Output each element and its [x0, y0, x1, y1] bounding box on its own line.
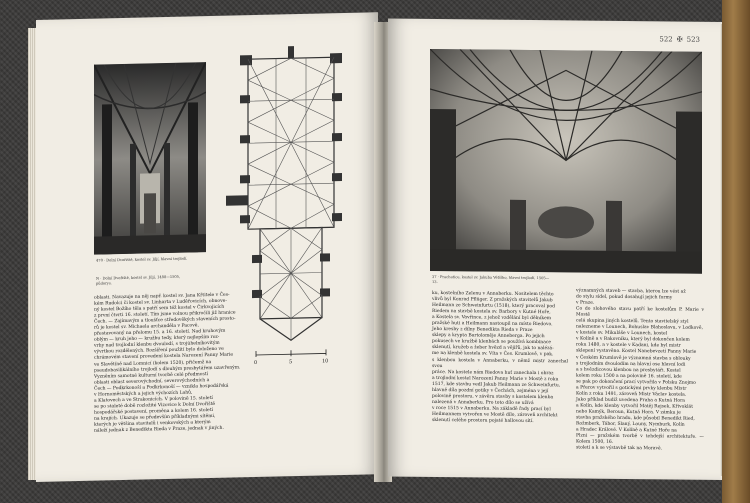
- church-vault-photo: [430, 49, 702, 274]
- text-line: pokusech ve kružbě klenbách se používá kombinace: [432, 339, 552, 346]
- text-line: sklepení vystavěno. Kostel Nanebevzetí Panny Marie: [576, 348, 697, 356]
- text-line: v kostele sv. Mikuláše v Lounech, kostel: [576, 330, 668, 337]
- text-line: Čech. — Zajímavým a tloušťce středověkých staveních prosto-: [94, 316, 236, 325]
- text-line: a s hvězdicovou klenbou na presbytáři. Kostel: [576, 367, 681, 374]
- scale-label: 10: [322, 358, 329, 365]
- text-line: a Klatovech a ve Strakonicích. V polovině 15. století: [94, 395, 213, 404]
- text-line: století a k se výstavbě tak na Moravě.: [576, 445, 663, 452]
- text-line: přestavovaný na přelomu 15. a 16. století. Nad kruhovým: [94, 328, 226, 337]
- page-header: [659, 35, 700, 43]
- text-line: a Kostela sv. Vavřince, z jehož vzdělání byl dělníkem: [432, 315, 552, 322]
- text-line: a Přerov vytvořil s gotickými prvky klenbu Mistr: [576, 385, 687, 392]
- text-line: Jeho kresby z dílny Benedikta Rieda v Praze: [432, 327, 533, 334]
- plan-caption: N · Dolní Dvořiště, kostel sv. Jiljí, 1488—1505, půdorys.: [96, 274, 181, 286]
- photo-caption-right: 37 · Prachatice, kostel sv. Jakuba Většího, hlavní trojlodí, 1505—13.: [432, 274, 550, 285]
- text-line: rů je kostel sv. Michaela archanděla v Pacově,: [94, 323, 199, 331]
- text-line: do stylu sídel, pokud dosahují jejich formy: [576, 294, 673, 301]
- text-line: hlavně díla pozdní gotiky v Čechách, zejména v její: [432, 387, 549, 394]
- text-line: na krajích. Ukazuje se především příkladnými sítěmi,: [94, 413, 216, 422]
- church-interior-photo-left: [94, 62, 206, 255]
- text-line: ve Slavětíně nad Lomnicí (kolem 1520), přičemž na: [94, 359, 212, 368]
- text-line: a Kolín, kde klenby vytvořil Matěj Rejsek, Křivoklát: [576, 403, 694, 410]
- body-text-right-col1: [432, 291, 568, 425]
- text-line: kterých je většina stavitelů i venkovských a kterým: [94, 420, 211, 428]
- text-line: a trojlodní kostel Narození Panny Marie v Mostě z roku: [432, 375, 559, 382]
- text-line: ku, kostelního Zelenu v Annaberku. Nositelem těchto: [432, 290, 554, 298]
- text-line: pseudobasilikálního trojlodí s dlouhým presbytářem uzavřeným.: [94, 364, 241, 374]
- text-line: sklenutí celého prostoru pojaté hallovou sítí.: [432, 417, 534, 425]
- text-line: celá skupina jiných kostelů. Tento stavitelský styl: [576, 318, 689, 325]
- text-line: polovině prostoru, v závěru stavby s kostelem klenba: [432, 393, 554, 401]
- text-line: pražské huti a Heilmann nastoupil na místo Riedovo.: [432, 321, 553, 328]
- text-line: roku 1480, a v kostele v Kadani, kde byl mistr: [576, 342, 681, 349]
- text-line: a Hradec Králové. V Kolíně a Kutné Hoře na: [576, 427, 677, 434]
- text-line: 1517, kde stavbu vedl Jakub Heilmann ze Schweinfurtu,: [432, 381, 561, 389]
- body-text-left: [94, 292, 252, 435]
- body-text-right-col2: [576, 288, 704, 453]
- text-line: sklenutí, kružeb a žeber hvězd a vějířů, jak to nalézá-: [432, 345, 554, 352]
- left-page: [36, 12, 378, 482]
- text-line: nebo Kamýk, Beroun, Kutná Hora. V zámku je: [576, 409, 681, 416]
- text-line: Jako příklad budiž uvedena Praha a Kutná Hora: [576, 397, 685, 404]
- text-line: Co do slohového stavu patří ke kostelům P. Marie v Mostě: [576, 306, 704, 318]
- text-line: v Praze.: [576, 300, 595, 306]
- text-line: me na klenbě kostela sv. Víta v Čes. Krumlově, v pak.: [432, 351, 554, 358]
- text-line: náleží jednak z Benedikta Rieda v Praze, jednak v jiných.: [94, 425, 224, 434]
- page-number-right: 523: [686, 35, 700, 44]
- text-line: se po staleté době rozložité Vizovice k Dolní Dvořiště: [94, 401, 216, 410]
- ornament-icon: ✠: [676, 35, 683, 44]
- open-book: [28, 14, 728, 486]
- text-line: významných staveb — stavba, kterou lze vést až: [576, 288, 686, 295]
- text-line: v Kolíně a v Rakovníku, který byl dokončen kolem: [576, 336, 690, 344]
- scale-label: 0: [254, 359, 258, 366]
- text-line: oblasti. Navazuje na něj např. kostel sv. Jana Křtitele v Čes-: [94, 292, 230, 301]
- text-line: vrhy nad trojlodní klenbu dvoulodí, s trojúhelníkovitým: [94, 341, 220, 350]
- text-line: Plzni — pražském tvorbě v tehdejší architektuře. — Kolem 1500, 16.: [576, 433, 704, 446]
- text-line: vývrtkou rozdělených. Rozšíření použití bylo doloženo ve: [94, 347, 224, 356]
- text-line: vlivů byl Konrad Pflüger. Z pražských stavitelů Jakub: [432, 297, 553, 304]
- text-line: nalezneme v Lounech, Bohuslav Blahoslavu, v Lodkově,: [576, 324, 703, 332]
- text-line: v Českém Krumlově je významná stavba s oblouky: [576, 354, 691, 362]
- text-line: Kolín z roku 1491, zároveň Mistr Václav kostela.: [576, 391, 687, 398]
- text-line: Riedem na stavbě kostela sv. Barbory v Kutné Hoře,: [432, 309, 551, 316]
- text-line: oblým — kruh jeho — kružbu tedy, který nejlepším roz-: [94, 335, 220, 344]
- text-line: Heilmannem vytvořen ve Mostě dílo, zároveň architekt: [432, 411, 558, 419]
- text-line: chrámovém stavení provedení kostela Narození Panny Marie: [94, 352, 234, 362]
- text-line: Vyzněním samotné kulturní tvorbě celé předmostí: [94, 371, 209, 380]
- text-line: práce. Na kostele nám Riedova huť zanechala i obraz: [432, 369, 554, 376]
- text-line: stavba pražského hradu, kde působil Benedikt Ried,: [576, 415, 695, 422]
- text-line: v roce 1515 v Annaberku. Na základě řady prací byl: [432, 405, 551, 413]
- photo-caption-left: 470 · Dolní Dvořiště, kostel sv. Jiljí, hlavní trojlodí.: [96, 256, 188, 263]
- text-line: se pak po dokončení prací vytvořila v Polsku Znojmo: [576, 379, 696, 386]
- text-line: hospodářské postavení, proměna a kolem 16. století: [94, 407, 213, 416]
- text-line: nalezená v Annaberku. Pro toto dílo se užívá: [432, 399, 534, 406]
- text-line: s trojlodním dvoulodím na hlavní ose hlavní lodi: [576, 361, 686, 368]
- text-line: z první čtvrti 16. století. Tím jsme volnou přikročili již hranice: [94, 310, 236, 319]
- text-line: ný kostel Božího těla s patří sem též kostel v Čirkvojicích: [94, 304, 225, 313]
- scale-label: 5: [289, 359, 293, 366]
- right-page: [388, 19, 722, 480]
- book-cover-edge: [722, 0, 750, 503]
- text-line: Rožmberk, Tábor, Slaný, Louny, Nymburk, Kolín: [576, 421, 685, 428]
- page-number-left: 522: [659, 35, 673, 44]
- text-line: kém Rudolci či kostel sv. Linharta v Luděřovicích, obnove-: [94, 298, 227, 307]
- text-line: oblasti oblast severovýchodní, severovýchodních a: [94, 377, 210, 386]
- text-line: Čech — Podkrkonoší a Podkrkonoší — vznikla hospodářská: [94, 383, 229, 392]
- text-line: v Hornoměstských a jejich výchozích Lahů,: [94, 390, 193, 398]
- text-line: s klenbou kostela v Annaberku, v němž mistr zanechal svou: [432, 357, 568, 369]
- text-line: kolem roku 1500 a na polovině 16. století, kde: [576, 373, 682, 380]
- text-line: sklepy a krypta Bartoloměje Anneberga. Po jejich: [432, 333, 545, 340]
- text-line: Heilmann ze Schweinfurtu (1518), který pracoval pod: [432, 303, 555, 310]
